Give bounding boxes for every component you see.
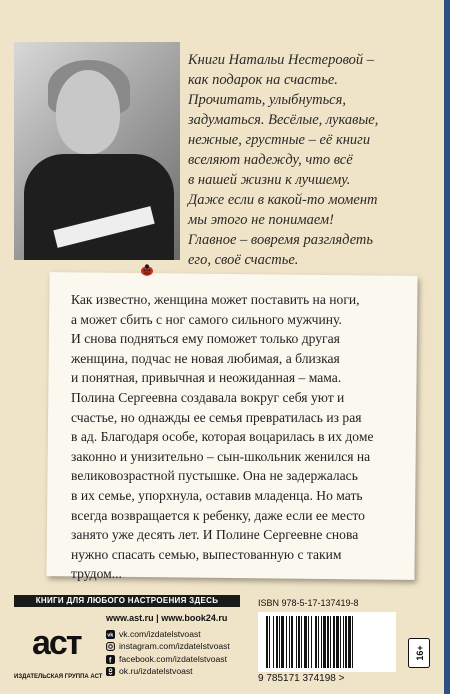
quote-line: Прочитать, улыбнуться, — [188, 92, 346, 108]
age-rating-text: 16+ — [415, 645, 425, 661]
barcode-bar — [323, 616, 326, 668]
author-quote — [188, 50, 438, 270]
blurb-line: нужно спасать семью, выпестованную с таким — [71, 546, 342, 562]
blurb-line: И снова подняться ему поможет только другая — [71, 331, 340, 347]
social-link-instagram[interactable] — [106, 640, 230, 652]
barcode-bar — [276, 616, 278, 668]
barcode-bar — [343, 616, 344, 668]
barcode-bar — [296, 616, 297, 668]
age-rating-badge — [408, 638, 430, 668]
blurb-line: женщина, подчас не новая любимая, а близкая — [71, 350, 340, 366]
ladybug-icon — [140, 264, 154, 276]
social-link-odnoklassniki[interactable] — [106, 665, 230, 677]
quote-line: как подарок на счастье. — [188, 72, 338, 88]
quote-line: мы этого не понимаем! — [188, 212, 335, 228]
author-photo — [14, 42, 180, 260]
vk-icon — [106, 630, 115, 639]
blurb-line: Полина Сергеевна создавала вокруг себя уют и — [71, 389, 345, 405]
author-photo-face — [56, 70, 120, 154]
quote-line: задуматься. Весёлые, лукавые, — [188, 112, 379, 128]
blurb-line: в ад. Благодаря особе, которая воцарилась в их доме — [71, 429, 374, 445]
blurb-line: счастье, но однажды ее семья превратилась из рая — [71, 409, 362, 425]
book-annotation — [71, 290, 411, 584]
isbn-number: ISBN 978-5-17-137419-8 — [258, 598, 359, 608]
quote-line: в нашей жизни к лучшему. — [188, 172, 351, 188]
barcode-digits: 9 785171 374198 > — [258, 673, 345, 684]
barcode-bars — [266, 616, 388, 668]
blurb-line: а может сбить с ног самого сильного мужчину. — [71, 311, 342, 327]
social-link-text: ok.ru/izdatelstvoast — [119, 666, 193, 677]
barcode-bar — [308, 616, 309, 668]
blurb-line: занято уже десять лет. И Полине Сергеевне снова — [71, 527, 359, 543]
facebook-icon — [106, 655, 115, 664]
social-link-vk[interactable] — [106, 628, 230, 640]
publisher-tagline: КНИГИ ДЛЯ ЛЮБОГО НАСТРОЕНИЯ ЗДЕСЬ — [14, 595, 240, 607]
quote-line: вселяют надежду, что всё — [188, 152, 353, 168]
blurb-line: великовозрастной пустышке. Она не задержалась — [71, 468, 358, 484]
publisher-websites[interactable]: www.ast.ru | www.book24.ru — [106, 613, 228, 623]
quote-line: Даже если в какой-то момент — [188, 192, 378, 208]
barcode-bar — [273, 616, 274, 668]
quote-line: его, своё счастье. — [188, 252, 299, 268]
social-link-facebook[interactable] — [106, 653, 230, 665]
barcode-bar — [298, 616, 300, 668]
quote-line: нежные, грустные – её книги — [188, 132, 371, 148]
social-link-text: facebook.com/izdatelstvoast — [119, 653, 227, 664]
barcode-bar — [269, 616, 270, 668]
social-link-text: instagram.com/izdatelstvoast — [119, 641, 230, 652]
barcode-bar — [289, 616, 290, 668]
social-link-text: vk.com/izdatelstvoast — [119, 629, 201, 639]
barcode-bar — [340, 616, 341, 668]
barcode-bar — [301, 616, 302, 668]
barcode-bar — [318, 616, 319, 668]
barcode-bar — [266, 616, 268, 668]
barcode-bar — [279, 616, 280, 668]
blurb-line: трудом... — [71, 566, 122, 582]
barcode-bar — [304, 616, 307, 668]
barcode-bar — [321, 616, 322, 668]
blurb-line: в их семье, упорхнула, оставив младенца. Но мать — [71, 487, 363, 503]
quote-line: Книги Натальи Нестеровой – — [188, 52, 375, 68]
barcode-bar — [336, 616, 339, 668]
instagram-icon — [106, 642, 115, 651]
cover-spine-edge — [444, 0, 450, 694]
barcode-bar — [327, 616, 329, 668]
barcode-bar — [352, 616, 353, 668]
barcode-bar — [333, 616, 335, 668]
publisher-name: ИЗДАТЕЛЬСКАЯ ГРУППА АСТ — [14, 674, 103, 680]
barcode-bar — [348, 616, 351, 668]
barcode-bar — [315, 616, 317, 668]
blurb-line: Как известно, женщина может поставить на ноги, — [71, 292, 360, 307]
ast-logo — [14, 614, 103, 686]
svg-text:f: f — [109, 657, 112, 664]
barcode-bar — [286, 616, 287, 668]
blurb-line: и понятная, привычная и неожиданная – мама. — [71, 370, 342, 386]
barcode-bar — [311, 616, 312, 668]
barcode-bar — [345, 616, 347, 668]
svg-text:vk: vk — [107, 632, 114, 639]
author-photo-body — [24, 154, 174, 260]
odnoklassniki-icon — [106, 667, 115, 676]
ast-logo-mark: аст — [32, 624, 81, 662]
social-links — [106, 628, 230, 678]
barcode-bar — [291, 616, 293, 668]
blurb-line: всегда возвращается к ребенку, даже если ее место — [71, 507, 365, 523]
quote-line: Главное – вовремя разглядеть — [188, 232, 374, 248]
barcode — [258, 612, 396, 672]
barcode-bar — [330, 616, 331, 668]
blurb-line: законно и унизительно – сын-школьник женился на — [71, 448, 371, 464]
barcode-bar — [281, 616, 284, 668]
